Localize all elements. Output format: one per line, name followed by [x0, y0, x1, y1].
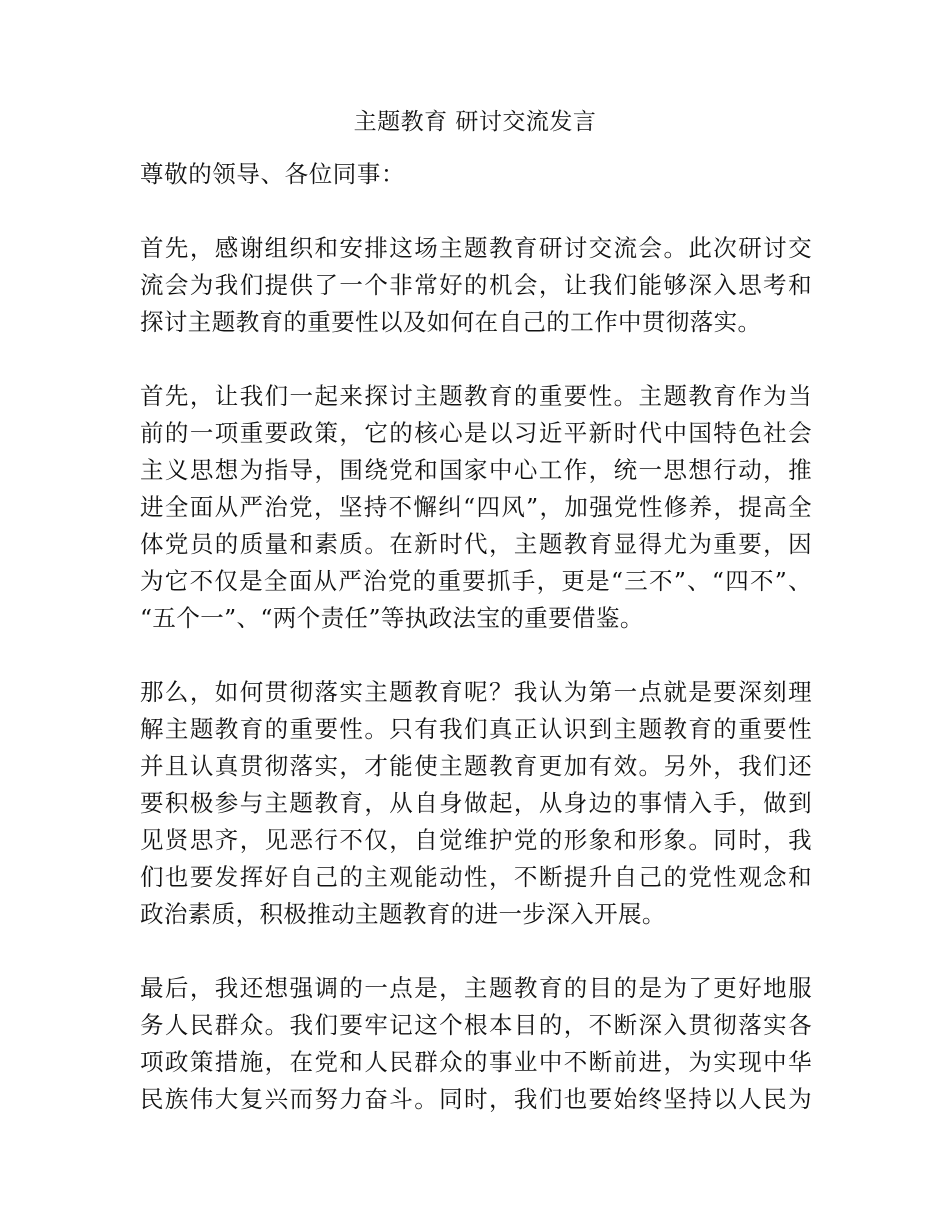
paragraph-line: 并且认真贯彻落实，才能使主题教育更加有效。另外，我们还: [140, 752, 812, 780]
paragraph-2: [140, 378, 812, 637]
paragraph-3: [140, 674, 812, 933]
salutation: 尊敬的领导、各位同事：: [140, 160, 406, 188]
paragraph-line: 流会为我们提供了一个非常好的机会，让我们能够深入思考和: [140, 271, 812, 299]
document-title: 主题教育 研讨交流发言: [353, 109, 597, 135]
paragraph-line: 解主题教育的重要性。只有我们真正认识到主题教育的重要性: [140, 715, 812, 743]
paragraph-line: 要积极参与主题教育，从自身做起，从身边的事情入手，做到: [140, 789, 812, 817]
paragraph-line: 探讨主题教育的重要性以及如何在自己的工作中贯彻落实。: [140, 308, 762, 336]
paragraph-line: 项政策措施，在党和人民群众的事业中不断前进，为实现中华: [140, 1048, 812, 1076]
paragraph-line: 务人民群众。我们要牢记这个根本目的，不断深入贯彻落实各: [140, 1011, 812, 1039]
document-body: [140, 156, 812, 1155]
paragraph-line: 们也要发挥好自己的主观能动性，不断提升自己的党性观念和: [140, 863, 812, 891]
paragraph-line: 主义思想为指导，围绕党和国家中心工作，统一思想行动，推: [140, 456, 812, 484]
paragraph-line: 首先，感谢组织和安排这场主题教育研讨交流会。此次研讨交: [140, 234, 812, 262]
paragraph-1: [140, 230, 812, 341]
paragraph-line: “五个一”、“两个责任”等执政法宝的重要借鉴。: [140, 604, 644, 632]
paragraph-line: 首先，让我们一起来探讨主题教育的重要性。主题教育作为当: [140, 382, 812, 410]
paragraph-line: 民族伟大复兴而努力奋斗。同时，我们也要始终坚持以人民为: [140, 1085, 812, 1113]
paragraph-line: 见贤思齐，见恶行不仅，自觉维护党的形象和形象。同时，我: [140, 826, 812, 854]
paragraph-line: 体党员的质量和素质。在新时代，主题教育显得尤为重要，因: [140, 530, 812, 558]
paragraph-line: 政治素质，积极推动主题教育的进一步深入开展。: [140, 900, 666, 928]
paragraph-line: 最后，我还想强调的一点是，主题教育的目的是为了更好地服: [140, 974, 812, 1002]
paragraph-4: [140, 970, 812, 1118]
paragraph-line: 进全面从严治党，坚持不懈纠“四风”，加强党性修养，提高全: [140, 493, 812, 521]
paragraph-line: 为它不仅是全面从严治党的重要抓手，更是“三不”、“四不”、: [140, 567, 812, 595]
paragraph-line: 那么，如何贯彻落实主题教育呢？我认为第一点就是要深刻理: [140, 678, 812, 706]
paragraph-line: 前的一项重要政策，它的核心是以习近平新时代中国特色社会: [140, 419, 812, 447]
